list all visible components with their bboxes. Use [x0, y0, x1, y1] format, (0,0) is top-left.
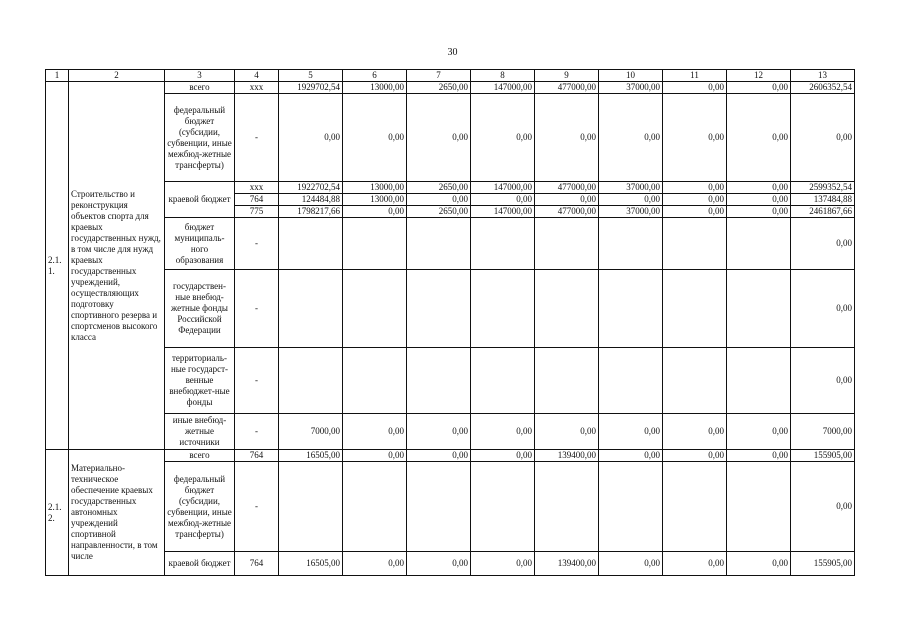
column-header: 6 [343, 70, 407, 82]
budget-table [45, 69, 855, 576]
table-row [46, 270, 855, 348]
value-cell: 147000,00 [471, 206, 535, 218]
value-cell: 0,00 [663, 206, 727, 218]
value-cell: 37000,00 [599, 82, 663, 94]
column-header: 11 [663, 70, 727, 82]
code-cell: - [235, 348, 279, 414]
value-cell: 1798217,66 [279, 206, 343, 218]
column-header: 3 [165, 70, 235, 82]
value-cell: 1922702,54 [279, 182, 343, 194]
value-cell: 0,00 [663, 552, 727, 576]
value-cell: 0,00 [663, 182, 727, 194]
empty-cell [535, 462, 599, 552]
column-header: 2 [69, 70, 165, 82]
empty-cell [279, 270, 343, 348]
empty-cell [343, 462, 407, 552]
empty-cell [535, 348, 599, 414]
value-cell: 139400,00 [535, 552, 599, 576]
value-cell: 0,00 [343, 414, 407, 450]
column-header: 13 [791, 70, 855, 82]
total-cell: 0,00 [791, 462, 855, 552]
value-cell: 13000,00 [343, 82, 407, 94]
table-row [46, 552, 855, 576]
value-cell: 155905,00 [791, 450, 855, 462]
value-cell: 16505,00 [279, 552, 343, 576]
value-cell: 0,00 [471, 94, 535, 182]
empty-cell [535, 218, 599, 270]
code-cell: ххх [235, 182, 279, 194]
empty-cell [279, 348, 343, 414]
table-row [46, 182, 855, 194]
empty-cell [663, 348, 727, 414]
column-header: 10 [599, 70, 663, 82]
code-cell: 775 [235, 206, 279, 218]
source-label: краевой бюджет [165, 552, 235, 576]
value-cell: 0,00 [599, 94, 663, 182]
column-header: 4 [235, 70, 279, 82]
value-cell: 0,00 [663, 82, 727, 94]
value-cell: 13000,00 [343, 182, 407, 194]
total-cell: 0,00 [791, 218, 855, 270]
value-cell: 0,00 [535, 194, 599, 206]
value-cell: 0,00 [535, 414, 599, 450]
value-cell: 0,00 [343, 552, 407, 576]
code-cell: - [235, 414, 279, 450]
source-label: бюджет муниципаль-ного образования [165, 218, 235, 270]
value-cell: 2650,00 [407, 182, 471, 194]
empty-cell [535, 270, 599, 348]
value-cell: 2650,00 [407, 82, 471, 94]
empty-cell [471, 270, 535, 348]
item-name: Материально-техническое обеспечение краевых государственных автономных учреждений спортивной направленности, в том числе [69, 450, 165, 576]
code-cell: - [235, 462, 279, 552]
value-cell: 0,00 [727, 82, 791, 94]
empty-cell [279, 462, 343, 552]
item-index: 2.1. 2. [46, 450, 69, 576]
value-cell: 477000,00 [535, 182, 599, 194]
value-cell: 124484,88 [279, 194, 343, 206]
value-cell: 147000,00 [471, 82, 535, 94]
value-cell: 0,00 [471, 414, 535, 450]
value-cell: 0,00 [727, 94, 791, 182]
table-row [46, 70, 855, 82]
value-cell: 0,00 [663, 450, 727, 462]
item-name: Строительство и реконструкция объектов спорта для краевых государственных нужд, в том числе для нужд краевых государственных учреждений, осуществляющих подготовку спортивного резерва и спортсменов высокого класса [69, 82, 165, 450]
value-cell: 0,00 [727, 194, 791, 206]
table-row [46, 414, 855, 450]
source-label: всего [165, 450, 235, 462]
empty-cell [407, 348, 471, 414]
value-cell: 0,00 [279, 94, 343, 182]
empty-cell [599, 348, 663, 414]
value-cell: 0,00 [663, 194, 727, 206]
empty-cell [343, 218, 407, 270]
empty-cell [727, 218, 791, 270]
empty-cell [407, 462, 471, 552]
empty-cell [279, 218, 343, 270]
value-cell: 0,00 [407, 414, 471, 450]
empty-cell [343, 270, 407, 348]
source-label: всего [165, 82, 235, 94]
code-cell: 764 [235, 194, 279, 206]
value-cell: 0,00 [727, 182, 791, 194]
value-cell: 0,00 [343, 94, 407, 182]
code-cell: - [235, 218, 279, 270]
empty-cell [727, 348, 791, 414]
empty-cell [663, 218, 727, 270]
source-label: федеральный бюджет (субсидии, субвенции, иные межбюд-жетные трансферты) [165, 462, 235, 552]
value-cell: 0,00 [599, 414, 663, 450]
empty-cell [471, 348, 535, 414]
value-cell: 0,00 [407, 450, 471, 462]
value-cell: 0,00 [471, 450, 535, 462]
source-label: краевой бюджет [165, 182, 235, 218]
value-cell: 0,00 [599, 552, 663, 576]
value-cell: 16505,00 [279, 450, 343, 462]
value-cell: 1929702,54 [279, 82, 343, 94]
value-cell: 0,00 [471, 552, 535, 576]
column-header: 5 [279, 70, 343, 82]
empty-cell [471, 462, 535, 552]
value-cell: 37000,00 [599, 206, 663, 218]
value-cell: 0,00 [599, 450, 663, 462]
value-cell: 2606352,54 [791, 82, 855, 94]
value-cell: 2650,00 [407, 206, 471, 218]
source-label: государствен-ные внебюд-жетные фонды Российской Федерации [165, 270, 235, 348]
value-cell: 7000,00 [791, 414, 855, 450]
item-index: 2.1. 1. [46, 82, 69, 450]
value-cell: 2461867,66 [791, 206, 855, 218]
table-row [46, 462, 855, 552]
empty-cell [599, 218, 663, 270]
value-cell: 139400,00 [535, 450, 599, 462]
table-row [46, 450, 855, 462]
value-cell: 477000,00 [535, 82, 599, 94]
value-cell: 137484,88 [791, 194, 855, 206]
empty-cell [407, 218, 471, 270]
value-cell: 0,00 [471, 194, 535, 206]
value-cell: 0,00 [599, 194, 663, 206]
source-label: территориаль-ные государст-венные внебюджет-ные фонды [165, 348, 235, 414]
column-header: 12 [727, 70, 791, 82]
code-cell: - [235, 270, 279, 348]
empty-cell [599, 462, 663, 552]
value-cell: 0,00 [407, 194, 471, 206]
table-row [46, 94, 855, 182]
column-header: 9 [535, 70, 599, 82]
total-cell: 0,00 [791, 270, 855, 348]
source-label: иные внебюд-жетные источники [165, 414, 235, 450]
value-cell: 0,00 [663, 94, 727, 182]
value-cell: 0,00 [727, 552, 791, 576]
value-cell: 0,00 [535, 94, 599, 182]
table-row [46, 348, 855, 414]
column-header: 8 [471, 70, 535, 82]
code-cell: 764 [235, 552, 279, 576]
value-cell: 0,00 [343, 450, 407, 462]
empty-cell [727, 462, 791, 552]
empty-cell [471, 218, 535, 270]
value-cell: 147000,00 [471, 182, 535, 194]
empty-cell [599, 270, 663, 348]
value-cell: 155905,00 [791, 552, 855, 576]
value-cell: 0,00 [407, 94, 471, 182]
empty-cell [663, 462, 727, 552]
value-cell: 37000,00 [599, 182, 663, 194]
code-cell: 764 [235, 450, 279, 462]
code-cell: - [235, 94, 279, 182]
value-cell: 0,00 [791, 94, 855, 182]
total-cell: 0,00 [791, 348, 855, 414]
empty-cell [663, 270, 727, 348]
value-cell: 13000,00 [343, 194, 407, 206]
page-number: 30 [447, 47, 458, 58]
empty-cell [727, 270, 791, 348]
code-cell: ххх [235, 82, 279, 94]
empty-cell [407, 270, 471, 348]
empty-cell [343, 348, 407, 414]
value-cell: 0,00 [663, 414, 727, 450]
value-cell: 0,00 [407, 552, 471, 576]
value-cell: 7000,00 [279, 414, 343, 450]
value-cell: 0,00 [727, 450, 791, 462]
value-cell: 0,00 [727, 206, 791, 218]
value-cell: 477000,00 [535, 206, 599, 218]
value-cell: 0,00 [727, 414, 791, 450]
column-header: 7 [407, 70, 471, 82]
column-header: 1 [46, 70, 69, 82]
value-cell: 0,00 [343, 206, 407, 218]
table-row [46, 218, 855, 270]
value-cell: 2599352,54 [791, 182, 855, 194]
table-row [46, 82, 855, 94]
source-label: федеральный бюджет (субсидии, субвенции, иные межбюд-жетные трансферты) [165, 94, 235, 182]
